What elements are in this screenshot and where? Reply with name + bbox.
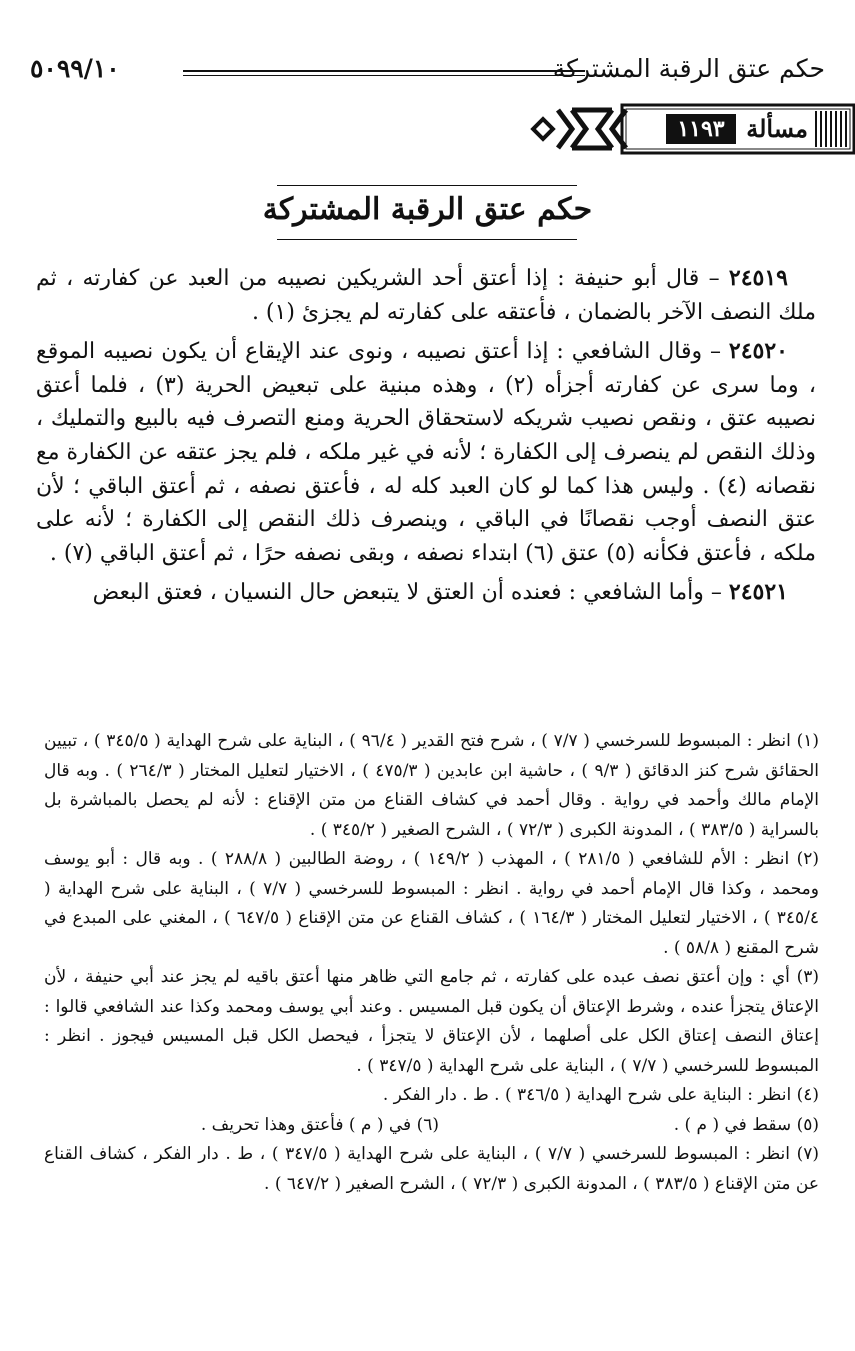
paragraph <box>36 576 816 610</box>
paragraph-text: – وقال الشافعي : إذا أعتق نصيبه ، ونوى عند الإيقاع أن يكون نصيبه الموقع ، وما سرى عن كفارته أجزأه (٢) ، وهذه مبنية على تبعيض الحرية (٣) ، فلما أعتق نصيبه عتق ، ونقص نصيب شريكه لاستحقاق الحرية ومنع التصرف فيه بالبيع والتمليك ، وذلك النقص لم ينصرف إلى الكفارة ؛ لأنه في غير ملكه ، فلم يجز عتقه عن الكفارة مع نقصانه (٤) . وليس هذا كما لو كان العبد كله له ، فأعتق نصفه ، ثم أعتق الباقي ؛ لأن عتق النصف أوجب نقصانًا في الباقي ، وينصرف ذلك النقص إلى الكفارة ؛ لأنه على ملكه ، فأعتق فكأنه (٥) عتق (٦) ابتداء نصفه ، وبقى نصفه حرًا ، ثم أعتق الباقي (٧) . <box>36 339 817 566</box>
masala-banner <box>526 102 855 156</box>
title-rule-top <box>277 185 577 186</box>
paragraph-text: – وأما الشافعي : فعنده أن العتق لا يتبعض حال النسيان ، فعتق البعض <box>92 580 722 606</box>
paragraph-number: ٢٤٥٢١ <box>728 579 788 606</box>
body-text <box>36 262 816 616</box>
paragraph-number: ٢٤٥١٩ <box>728 265 788 291</box>
title-rule-bottom <box>277 239 577 240</box>
footnote-7: (٧) انظر : المبسوط للسرخسي ( ٧/٧ ) ، البناية على شرح الهداية ( ٣٤٧/٥ ) ، ط . دار الفكر ، كشاف القناع عن متن الإقناع ( ٣٨٣/٥ ) ، المدونة الكبرى ( ٧٢/٣ ) ، الشرح الصغير ( ٦٤٧/٢ ) . <box>44 1144 820 1194</box>
paragraph <box>36 262 816 329</box>
chapter-title: حكم عتق الرقبة المشتركة <box>262 192 593 227</box>
running-title: حكم عتق الرقبة المشتركة <box>552 54 825 83</box>
paragraph <box>36 335 816 570</box>
footnote-4: (٤) انظر : البناية على شرح الهداية ( ٣٤٦/٥ ) . ط . دار الفكر . <box>382 1085 819 1105</box>
footnote-5: (٥) سقط في ( م ) . <box>673 1114 819 1135</box>
footnote-1: (١) انظر : المبسوط للسرخسي ( ٧/٧ ) ، شرح فتح القدير ( ٩٦/٤ ) ، البناية على شرح الهداية ( ٣٤٥/٥ ) ، تبيين الحقائق شرح كنز الدقائق ( ٩/٣ ) ، حاشية ابن عابدين ( ٤٧٥/٣ ) ، الاختيار لتعليل المختار ( ٢٦٤/٣ ) . وبه قال الإمام مالك وأحمد في رواية . وقال أحمد في كشاف القناع من متن الإقناع : لأنه لم يحصل بالمباشرة بل بالسراية ( ٣٨٣/٥ ) ، المدونة الكبرى ( ٧٢/٣ ) ، الشرح الصغير ( ٣٤٥/٢ ) . <box>44 731 819 840</box>
footnote-3: (٣) أي : وإن أعتق نصف عبده على كفارته ، ثم جامع التي ظاهر منها أعتق باقيه لم يجز عند أبي حنيفة ، لأن الإعتاق يتجزأ عنده ، وشرط الإعتاق أن يكون قبل المسيس . وعند أبي يوسف ومحمد وكذا عند الشافعي قالوا : إعتاق النصف إعتاق الكل على أصلهما ، لأن الإعتاق لا يتجزأ ، فيحصل الكل قبل المسيس فيجوز . انظر : المبسوط للسرخسي ( ٧/٧ ) ، البناية على شرح الهداية ( ٣٤٧/٥ ) . <box>44 967 819 1076</box>
footnote-row <box>44 1111 819 1141</box>
paragraph-text: – قال أبو حنيفة : إذا أعتق أحد الشريكين نصيبه من العبد عن كفارته ، ثم ملك النصف الآخر بالضمان ، فأعتقه على كفارته لم يجزئ (١) . <box>36 266 816 325</box>
header-rule <box>183 70 585 76</box>
running-header <box>30 50 825 90</box>
page-reference: ٥٠٩٩/١٠ <box>30 54 120 83</box>
masala-label: مسألة <box>746 114 808 143</box>
footnotes <box>44 727 819 1199</box>
footnote-6: (٦) في ( م ) فأعتق وهذا تحريف . <box>200 1114 439 1135</box>
masala-number: ١١٩٣ <box>666 114 736 144</box>
footnote-2: (٢) انظر : الأم للشافعي ( ٢٨١/٥ ) ، المهذب ( ١٤٩/٢ ) ، روضة الطالبين ( ٢٨٨/٨ ) . وبه قال : أبو يوسف ومحمد ، وكذا قال الإمام أحمد في رواية . انظر : المبسوط للسرخسي ( ٧/٧ ) ، البناية على شرح الهداية ( ٣٤٥/٤ ) ، الاختيار لتعليل المختار ( ١٦٤/٣ ) ، كشاف القناع عن متن الإقناع ( ٦٤٧/٥ ) ، المغني على المبدع في شرح المقنع ( ٥٨/٨ ) . <box>44 849 819 958</box>
paragraph-number: ٢٤٥٢٠ <box>728 338 788 365</box>
